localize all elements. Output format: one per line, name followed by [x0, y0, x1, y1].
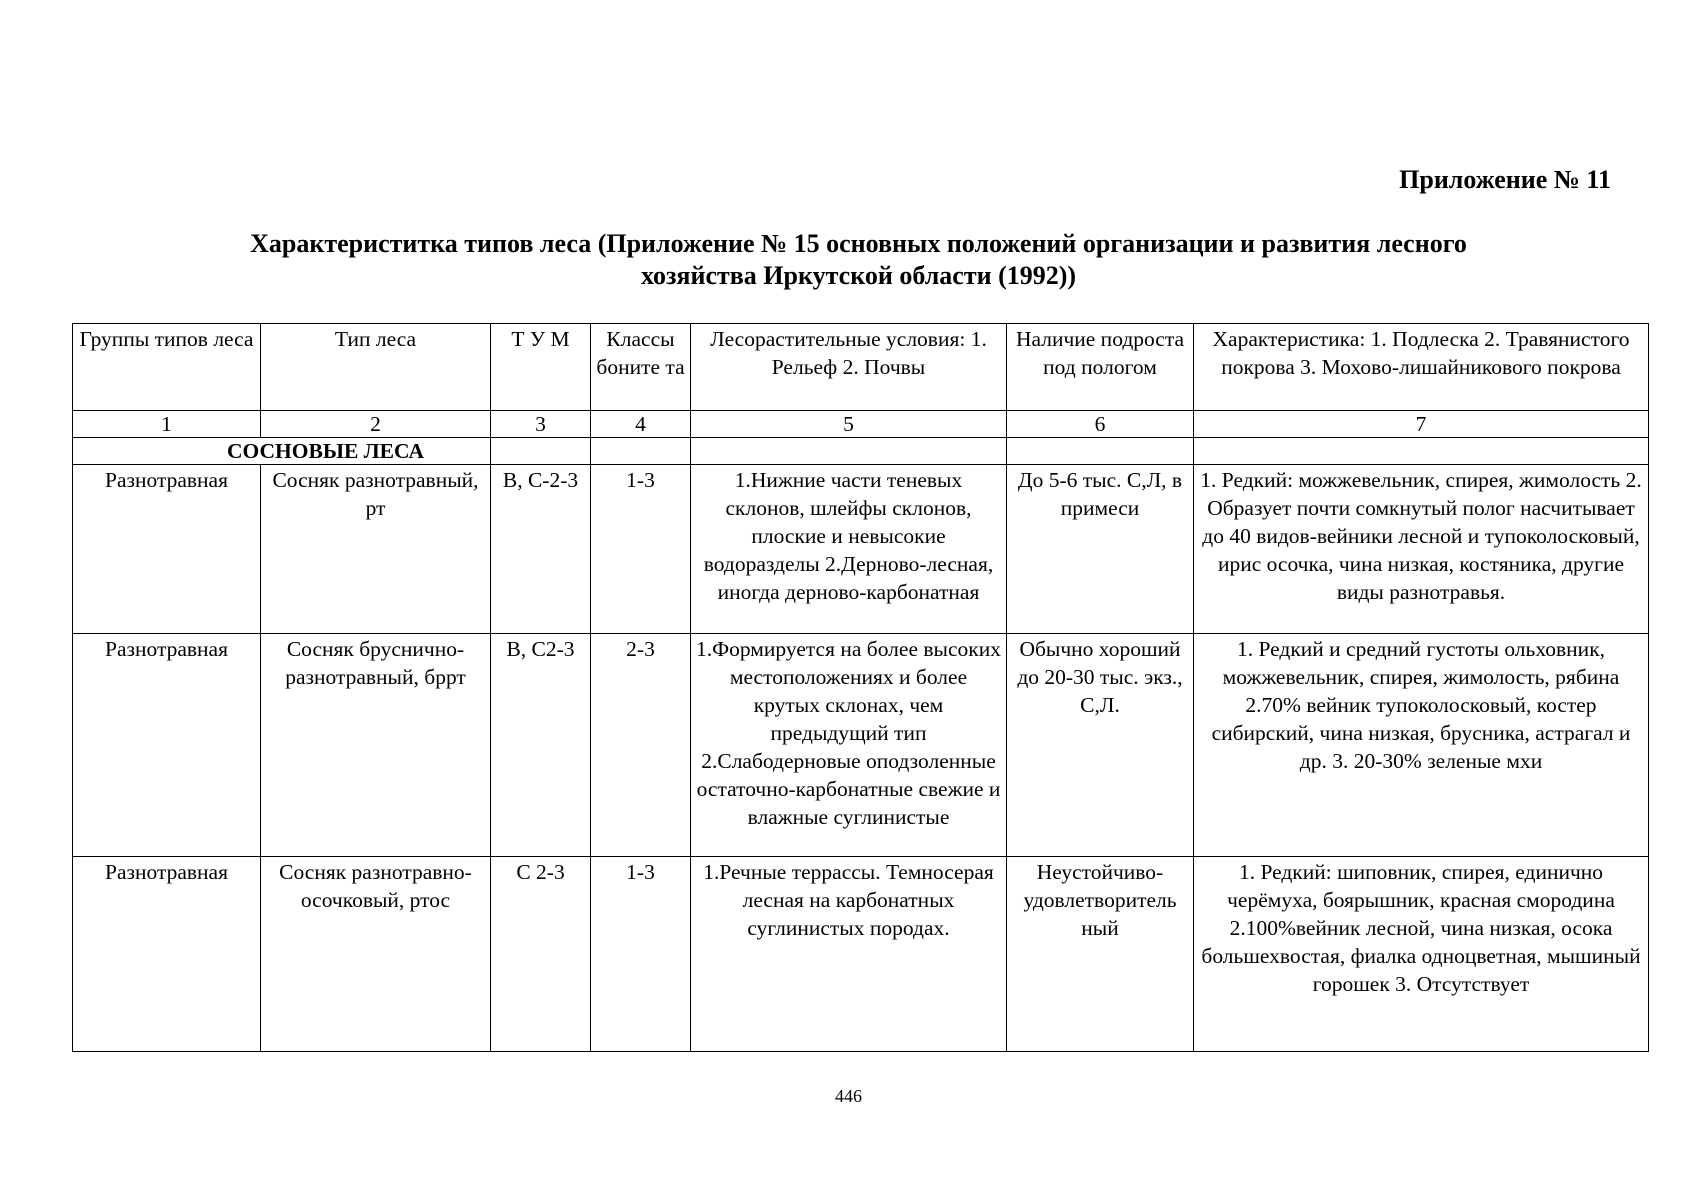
header-row — [73, 324, 1649, 411]
section-title: СОСНОВЫЕ ЛЕСА — [73, 438, 491, 465]
appendix-label: Приложение № 11 — [1399, 165, 1611, 194]
bonitet-cell: 2-3 — [591, 634, 691, 857]
group-cell: Разнотравная — [73, 857, 261, 1052]
group-cell: Разнотравная — [73, 634, 261, 857]
empty-cell — [491, 438, 591, 465]
tum-cell: С 2-3 — [491, 857, 591, 1052]
header-cell: Наличие подроста под пологом — [1007, 324, 1194, 411]
group-cell: Разнотравная — [73, 465, 261, 634]
header-cell: Классы боните та — [591, 324, 691, 411]
column-number: 4 — [591, 411, 691, 438]
forest-type-cell: Сосняк бруснично-разнотравный, бррт — [261, 634, 491, 857]
column-number: 3 — [491, 411, 591, 438]
bonitet-cell: 1-3 — [591, 857, 691, 1052]
column-number: 2 — [261, 411, 491, 438]
column-number: 1 — [73, 411, 261, 438]
undergrowth-cell: Неустойчиво-удовлетворитель ный — [1007, 857, 1194, 1052]
tum-cell: В, С-2-3 — [491, 465, 591, 634]
conditions-cell: 1.Формируется на более высоких местоположениях и более крутых склонах, чем предыдущий тип 2.Слабодерновые оподзоленные остаточно-карбонатные свежие и влажные суглинистые — [691, 634, 1007, 857]
bonitet-cell: 1-3 — [591, 465, 691, 634]
empty-cell — [1007, 438, 1194, 465]
header-cell: Характеристика: 1. Подлеска 2. Травянистого покрова 3. Мохово-лишайникового покрова — [1194, 324, 1649, 411]
forest-type-cell: Сосняк разнотравно-осочковый, ртос — [261, 857, 491, 1052]
characteristic-cell: 1. Редкий: можжевельник, спирея, жимолость 2. Образует почти сомкнутый полог насчитывает до 40 видов-вейники лесной и тупоколосковый, ирис осочка, чина низкая, костяника, другие виды разнотравья. — [1194, 465, 1649, 634]
empty-cell — [1194, 438, 1649, 465]
header-cell: Т У М — [491, 324, 591, 411]
forest-types-table — [72, 323, 1649, 1052]
empty-cell — [691, 438, 1007, 465]
document-title — [70, 228, 1647, 292]
header-cell: Тип леса — [261, 324, 491, 411]
table-row — [73, 634, 1649, 857]
header-cell: Группы типов леса — [73, 324, 261, 411]
column-number: 6 — [1007, 411, 1194, 438]
undergrowth-cell: До 5-6 тыс. С,Л, в примеси — [1007, 465, 1194, 634]
undergrowth-cell: Обычно хороший до 20-30 тыс. экз., С,Л. — [1007, 634, 1194, 857]
column-number: 7 — [1194, 411, 1649, 438]
title-line-2: хозяйства Иркутской области (1992)) — [640, 261, 1077, 290]
header-cell: Лесорастительные условия: 1. Рельеф 2. Почвы — [691, 324, 1007, 411]
table-row — [73, 465, 1649, 634]
column-number: 5 — [691, 411, 1007, 438]
tum-cell: В, С2-3 — [491, 634, 591, 857]
table-row — [73, 857, 1649, 1052]
characteristic-cell: 1. Редкий и средний густоты ольховник, можжевельник, спирея, жимолость, рябина 2.70% вейник тупоколосковый, костер сибирский, чина низкая, брусника, астрагал и др. 3. 20-30% зеленые мхи — [1194, 634, 1649, 857]
title-line-1: Характериститка типов леса (Приложение № 15 основных положений организации и развития лесного — [250, 229, 1467, 258]
column-number-row — [73, 411, 1649, 438]
characteristic-cell: 1. Редкий: шиповник, спирея, единично черёмуха, боярышник, красная смородина 2.100%вейник лесной, чина низкая, осока большехвостая, фиалка одноцветная, мышиный горошек 3. Отсутствует — [1194, 857, 1649, 1052]
section-row — [73, 438, 1649, 465]
page-number: 446 — [835, 1086, 862, 1106]
conditions-cell: 1.Речные террассы. Темносерая лесная на карбонатных суглинистых породах. — [691, 857, 1007, 1052]
forest-type-cell: Сосняк разнотравный, рт — [261, 465, 491, 634]
empty-cell — [591, 438, 691, 465]
conditions-cell: 1.Нижние части теневых склонов, шлейфы склонов, плоские и невысокие водоразделы 2.Дерново-лесная, иногда дерново-карбонатная — [691, 465, 1007, 634]
